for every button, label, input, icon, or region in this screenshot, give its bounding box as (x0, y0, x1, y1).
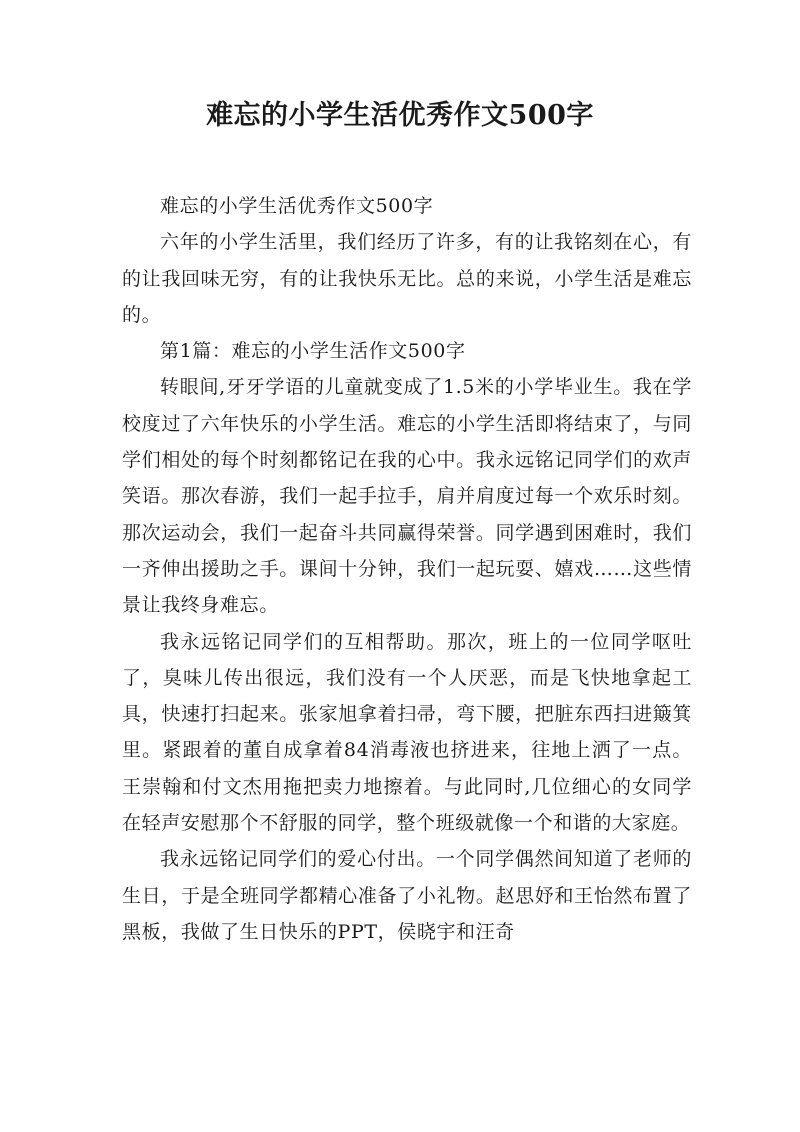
body-paragraph: 我永远铭记同学们的互相帮助。那次，班上的一位同学呕吐了，臭味儿传出很远，我们没有一个人厌恶，而是飞快地拿起工具，快速打扫起来。张家旭拿着扫帚，弯下腰，把脏东西扫进簸箕里。紧跟着的董自成拿着84消毒液也挤进来，往地上洒了一点。王崇翰和付文杰用拖把卖力地擦着。与此同时,几位细心的女同学在轻声安慰那个不舒服的同学，整个班级就像一个和谐的大家庭。 (122, 630, 692, 835)
subtitle-paragraph: 难忘的小学生活优秀作文500字 (160, 195, 434, 217)
body-paragraph: 转眼间,牙牙学语的儿童就变成了1.5米的小学毕业生。我在学校度过了六年快乐的小学生活。难忘的小学生活即将结束了，与同学们相处的每个时刻都铭记在我的心中。我永远铭记同学们的欢声笑语。那次春游，我们一起手拉手，肩并肩度过每一个欢乐时刻。那次运动会，我们一起奋斗共同赢得荣誉。同学遇到困难时，我们一齐伸出援助之手。课间十分钟，我们一起玩耍、嬉戏……这些情景让我终身难忘。 (122, 376, 692, 617)
body-paragraph: 我永远铭记同学们的爱心付出。一个同学偶然间知道了老师的生日，于是全班同学都精心准备了小礼物。赵思妤和王怡然布置了黑板，我做了生日快乐的PPT，侯晓宇和汪奇 (122, 848, 692, 943)
intro-paragraph: 六年的小学生活里，我们经历了许多，有的让我铭刻在心，有的让我回味无穷，有的让我快乐无比。总的来说，小学生活是难忘的。 (122, 231, 692, 326)
document-body (122, 188, 692, 950)
section-heading: 第1篇：难忘的小学生活作文500字 (160, 340, 466, 363)
document-title: 难忘的小学生活优秀作文500字 (206, 100, 594, 131)
